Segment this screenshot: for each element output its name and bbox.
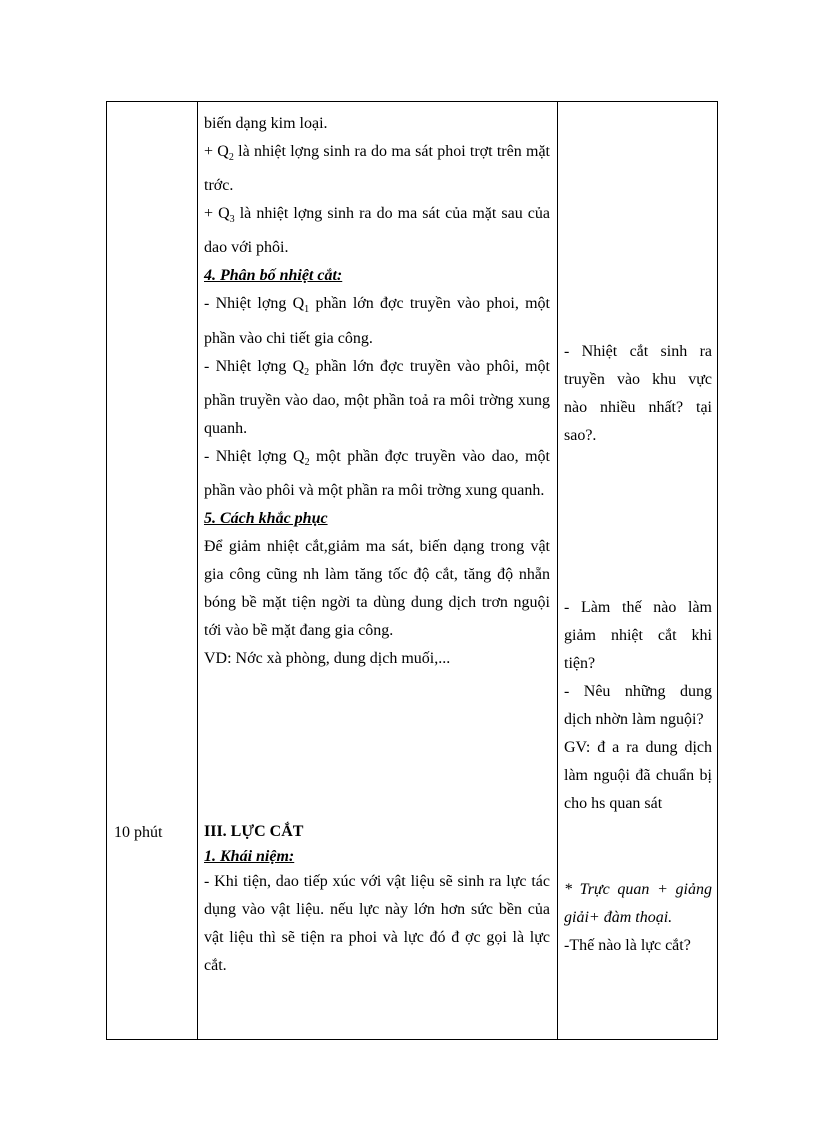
- paragraph: + $Q_2$ là nhiệt lợng sinh ra do ma sát phoi trợt trên mặt trớc.: [204, 143, 551, 195]
- paragraph: + $Q_3$ là nhiệt lợng sinh ra do ma sát của mặt sau của dao với phôi.: [204, 205, 551, 257]
- section-heading: 1. Khái niệm:: [204, 848, 295, 865]
- section-heading: 5. Cách khắc phục: [204, 509, 328, 527]
- method-note: * Trực quan + giảng giải+ đàm thoại.: [564, 881, 712, 926]
- paragraph: - Nhiệt lợng $Q_1$ phần lớn đợc truyền vào phoi, một phần vào chi tiết gia công.: [204, 295, 550, 347]
- paragraph: - Nhiệt lợng $Q_2$ phần lớn đợc truyền vào phôi, một phần truyền vào dao, một phần toả ra môi trờng xung quanh.: [204, 357, 550, 437]
- notes-column: [564, 594, 712, 818]
- note: GV: đ a ra dung dịch làm nguội đã chuẩn bị cho hs quan sát: [564, 739, 712, 812]
- notes-column: [564, 338, 712, 450]
- paragraph: - Nhiệt lợng $Q_2$ một phần đợc truyền vào dao, một phần vào phôi và một phần ra môi trờng xung quanh.: [204, 447, 550, 499]
- column-divider: [557, 102, 558, 1039]
- column-divider: [197, 102, 198, 1039]
- paragraph: - Khi tiện, dao tiếp xúc với vật liệu sẽ sinh ra lực tác dụng vào vật liệu. nếu lực này lớn hơn sức bền của vật liệu thì sẽ tiện ra phoi và lực đó đ ợc gọi là lực cắt.: [204, 873, 550, 974]
- paragraph: Để giảm nhiệt cắt,giảm ma sát, biến dạng trong vật gia công cũng nh làm tăng tốc độ cắt, tăng độ nhẵn bóng bề mặt tiện ngời ta dùng dung dịch trơn nguội tới vào bề mặt đang gia công.: [204, 537, 550, 639]
- content-column-lower: [204, 818, 550, 980]
- section-heading: 4. Phân bố nhiệt cắt:: [204, 267, 343, 285]
- note: - Làm thế nào làm giảm nhiệt cắt khi tiện?: [564, 599, 712, 672]
- note: - Nêu những dung dịch nhờn làm nguội?: [564, 683, 712, 728]
- paragraph: VD: Nớc xà phòng, dung dịch muối,...: [204, 649, 451, 667]
- content-column: [204, 110, 550, 673]
- time-cell: 10 phút: [114, 824, 163, 841]
- note: -Thế nào là lực cắt?: [564, 937, 691, 954]
- paragraph: biến dạng kim loại.: [204, 115, 328, 132]
- note: - Nhiệt cắt sinh ra truyền vào khu vực nào nhiều nhất? tại sao?.: [564, 343, 712, 444]
- notes-column: [564, 876, 712, 960]
- section-heading: III. LỰC CẮT: [204, 823, 304, 840]
- lesson-table: [106, 101, 718, 1040]
